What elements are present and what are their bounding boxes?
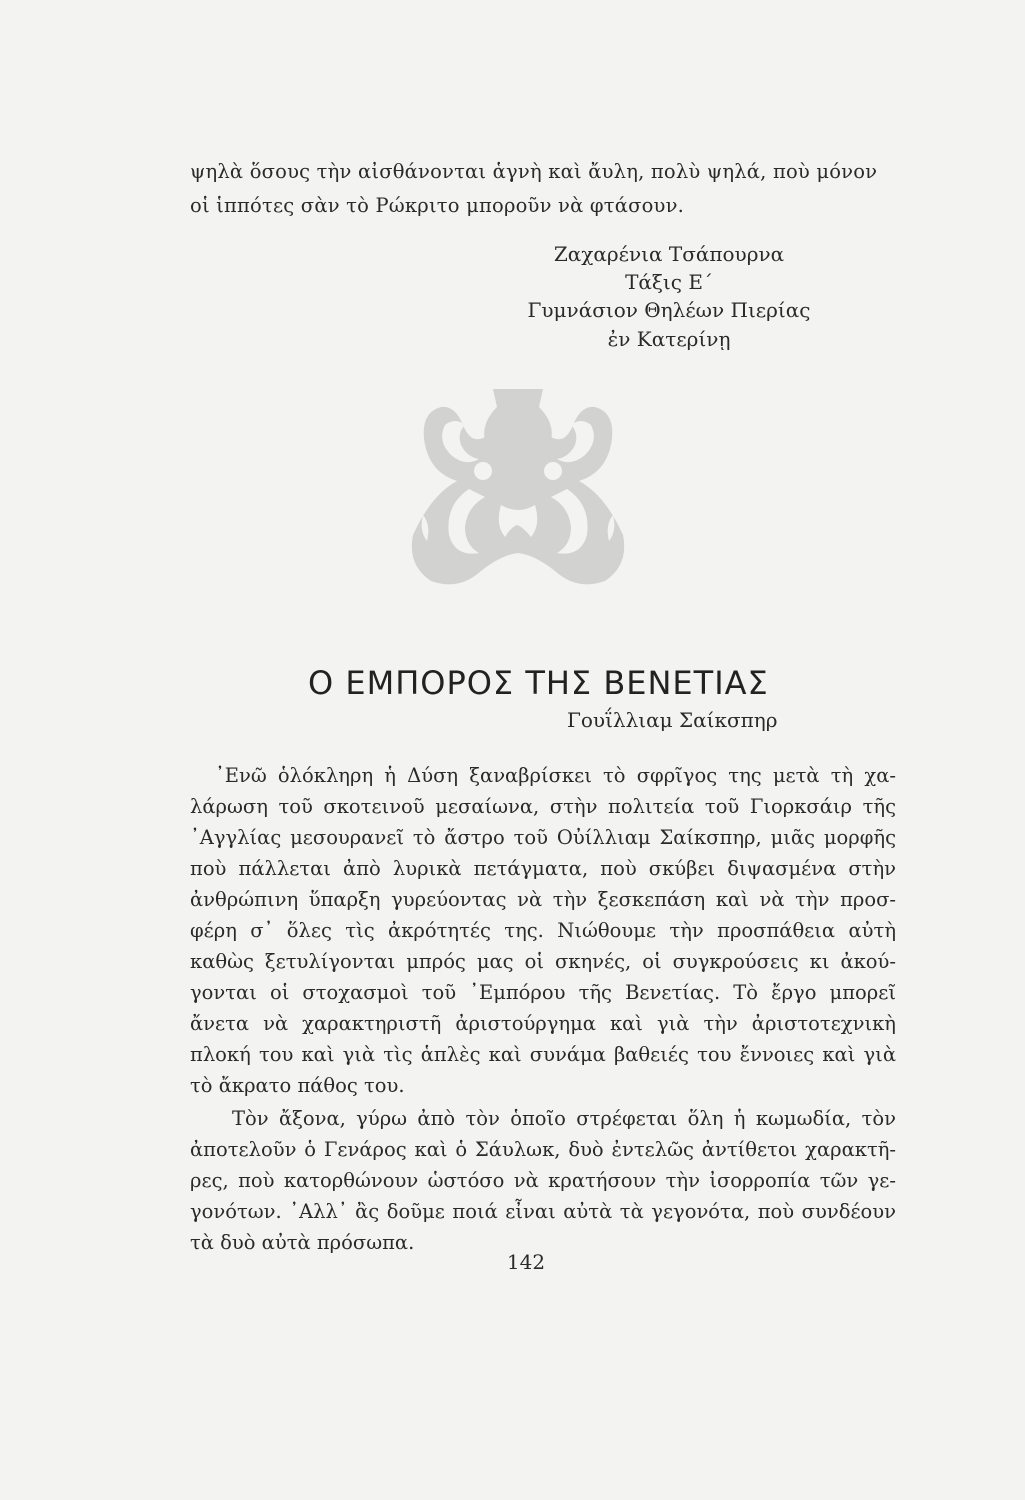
paragraph-line: τὰ δυὸ αὐτὰ πρόσωπα. [190, 1231, 415, 1254]
signature-name: Ζαχαρένια Τσάπουρνα [553, 242, 785, 266]
paragraph-line: καθὼς ξετυλίγονται μπρός μας οἱ σκηνές, οἱ συγκρούσεις κι ἀκού- [190, 950, 896, 973]
paragraph-line: ρες, ποὺ κατορθώνουν ὡστόσο νὰ κρατήσουν τὴν ἰσορροπία τῶν γε- [190, 1169, 896, 1192]
signature-school: Γυμνάσιον Θηλέων Πιερίας [527, 298, 811, 322]
paragraph-line: λάρωση τοῦ σκοτεινοῦ μεσαίωνα, στὴν πολιτεία τοῦ Γιορκσάιρ τῆς [190, 795, 896, 818]
signature-class: Τάξις Ε΄ [625, 270, 713, 294]
paragraph-line: τὸ ἄκρατο πάθος του. [190, 1074, 405, 1097]
paragraph-line: γονότων. ᾿Αλλ᾿ ἂς δοῦμε ποιά εἶναι αὐτὰ τὰ γεγονότα, ποὺ συνδέουν [190, 1200, 896, 1223]
paragraph-line: γονται οἱ στοχασμοὶ τοῦ ᾿Εμπόρου τῆς Βενετίας. Τὸ ἔργο μπορεῖ [190, 981, 896, 1004]
intro-line: οἱ ἱππότες σὰν τὸ Ρώκριτο μποροῦν νὰ φτάσουν. [190, 194, 685, 217]
paragraph-line: Τὸν ἄξονα, γύρω ἀπὸ τὸν ὁποῖο στρέφεται ὅλη ἡ κωμωδία, τὸν [232, 1107, 896, 1130]
decorative-vase-ornament-icon [405, 385, 631, 591]
paragraph-line: ἀνθρώπινη ὕπαρξη γυρεύοντας νὰ τὴν ξεσκεπάση καὶ νὰ τὴν προσ- [190, 888, 896, 911]
paragraph-line: φέρη σ᾿ ὅλες τὶς ἀκρότητές της. Νιώθουμε τὴν προσπάθεια αὐτὴ [190, 919, 896, 942]
paragraph-line: πλοκή του καὶ γιὰ τὶς ἁπλὲς καὶ συνάμα βαθειές του ἔννοιες καὶ γιὰ [190, 1043, 896, 1066]
paragraph-line: ἀποτελοῦν ὁ Γενάρος καὶ ὁ Σάυλωκ, δυὸ ἐντελῶς ἀντίθετοι χαρακτῆ- [190, 1138, 896, 1161]
signature-location: ἐν Κατερίνῃ [607, 327, 731, 351]
page-number: 142 [506, 1250, 546, 1274]
article-title: Ο ΕΜΠΟΡΟΣ ΤΗΣ ΒΕΝΕΤΙΑΣ [308, 664, 769, 702]
article-author: Γουΐλλιαμ Σαίκσπηρ [567, 708, 778, 732]
paragraph-line: ποὺ πάλλεται ἀπὸ λυρικὰ πετάγματα, ποὺ σκύβει διψασμένα στὴν [190, 857, 896, 880]
paragraph-line: ᾿Αγγλίας μεσουρανεῖ τὸ ἄστρο τοῦ Οὐίλλιαμ Σαίκσπηρ, μιᾶς μορφῆς [190, 826, 896, 849]
intro-line: ψηλὰ ὅσους τὴν αἰσθάνονται ἁγνὴ καὶ ἄυλη, πολὺ ψηλά, ποὺ μόνον [190, 160, 878, 183]
paragraph-line: ἄνετα νὰ χαρακτηριστῆ ἀριστούργημα καὶ γιὰ τὴν ἀριστοτεχνικὴ [190, 1012, 896, 1035]
paragraph-line: ᾿Ενῶ ὁλόκληρη ἡ Δύση ξαναβρίσκει τὸ σφρῖγος της μετὰ τὴ χα- [215, 764, 896, 787]
